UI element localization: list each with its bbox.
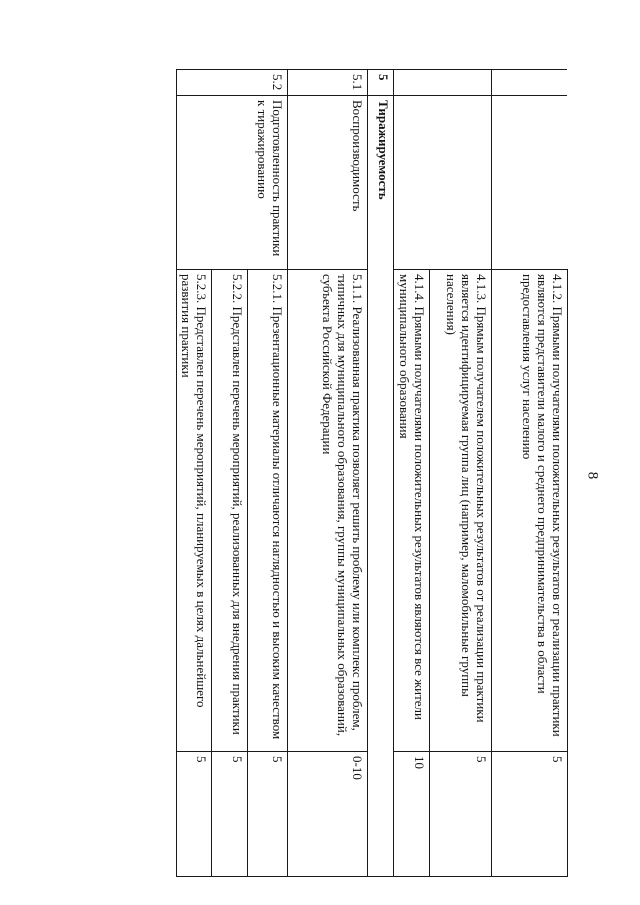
desc-cell: 5.2.2. Представлен перечень мероприятий, реализованных для внедрения практики <box>212 270 248 752</box>
table-row <box>492 70 568 877</box>
score-cell: 5 <box>212 752 248 877</box>
section-num: 5 <box>368 70 394 96</box>
name-cell <box>430 96 492 270</box>
score-cell: 10 <box>394 752 430 877</box>
criteria-table-rotated <box>179 69 568 876</box>
name-cell <box>394 96 430 270</box>
desc-cell: 5.2.1. Презентационные материалы отличаются наглядностью и высоким качеством <box>248 270 288 752</box>
desc-cell: 5.1.1. Реализованная практика позволяет решить проблему или комплекс проблем, типичных для муниципального образования, группы муниципальных образований, субъекта Российской Федерации <box>288 270 368 752</box>
desc-cell: 4.1.3. Прямым получателем положительных результатов от реализации практики является идентифицируемая группа лиц (например, маломобильные группы населения) <box>430 270 492 752</box>
score-cell: 5 <box>430 752 492 877</box>
num-cell <box>394 70 430 96</box>
desc-cell: 4.1.4. Прямыми получателями положительных результатов являются все жители муниципального образования <box>394 270 430 752</box>
table-row <box>394 70 430 877</box>
section-header-row <box>368 70 394 877</box>
table-row <box>248 70 288 877</box>
desc-cell: 5.2.3. Представлен перечень мероприятий, планируемых в целях дальнейшего развития практики <box>177 270 212 752</box>
name-cell: Воспроизводимость <box>288 96 368 270</box>
page-number: 8 <box>584 471 601 480</box>
name-cell: Подготовленность практики к тиражированию <box>177 96 288 270</box>
section-title: Тиражируемость <box>368 96 394 877</box>
score-cell: 5 <box>177 752 212 877</box>
score-cell: 5 <box>492 752 568 877</box>
criteria-table <box>176 69 568 877</box>
num-cell: 5.1 <box>288 70 368 96</box>
score-cell: 5 <box>248 752 288 877</box>
num-cell: 5.2 <box>177 70 288 96</box>
criteria-table-wrapper <box>179 69 568 876</box>
table-row <box>430 70 492 877</box>
num-cell <box>430 70 492 96</box>
name-cell <box>492 96 568 270</box>
table-row <box>288 70 368 877</box>
score-cell: 0-10 <box>288 752 368 877</box>
desc-cell: 4.1.2. Прямыми получателями положительных результатов от реализации практики являются представители малого и среднего предпринимательства в области предоставления услуг населению <box>492 270 568 752</box>
num-cell <box>492 70 568 96</box>
